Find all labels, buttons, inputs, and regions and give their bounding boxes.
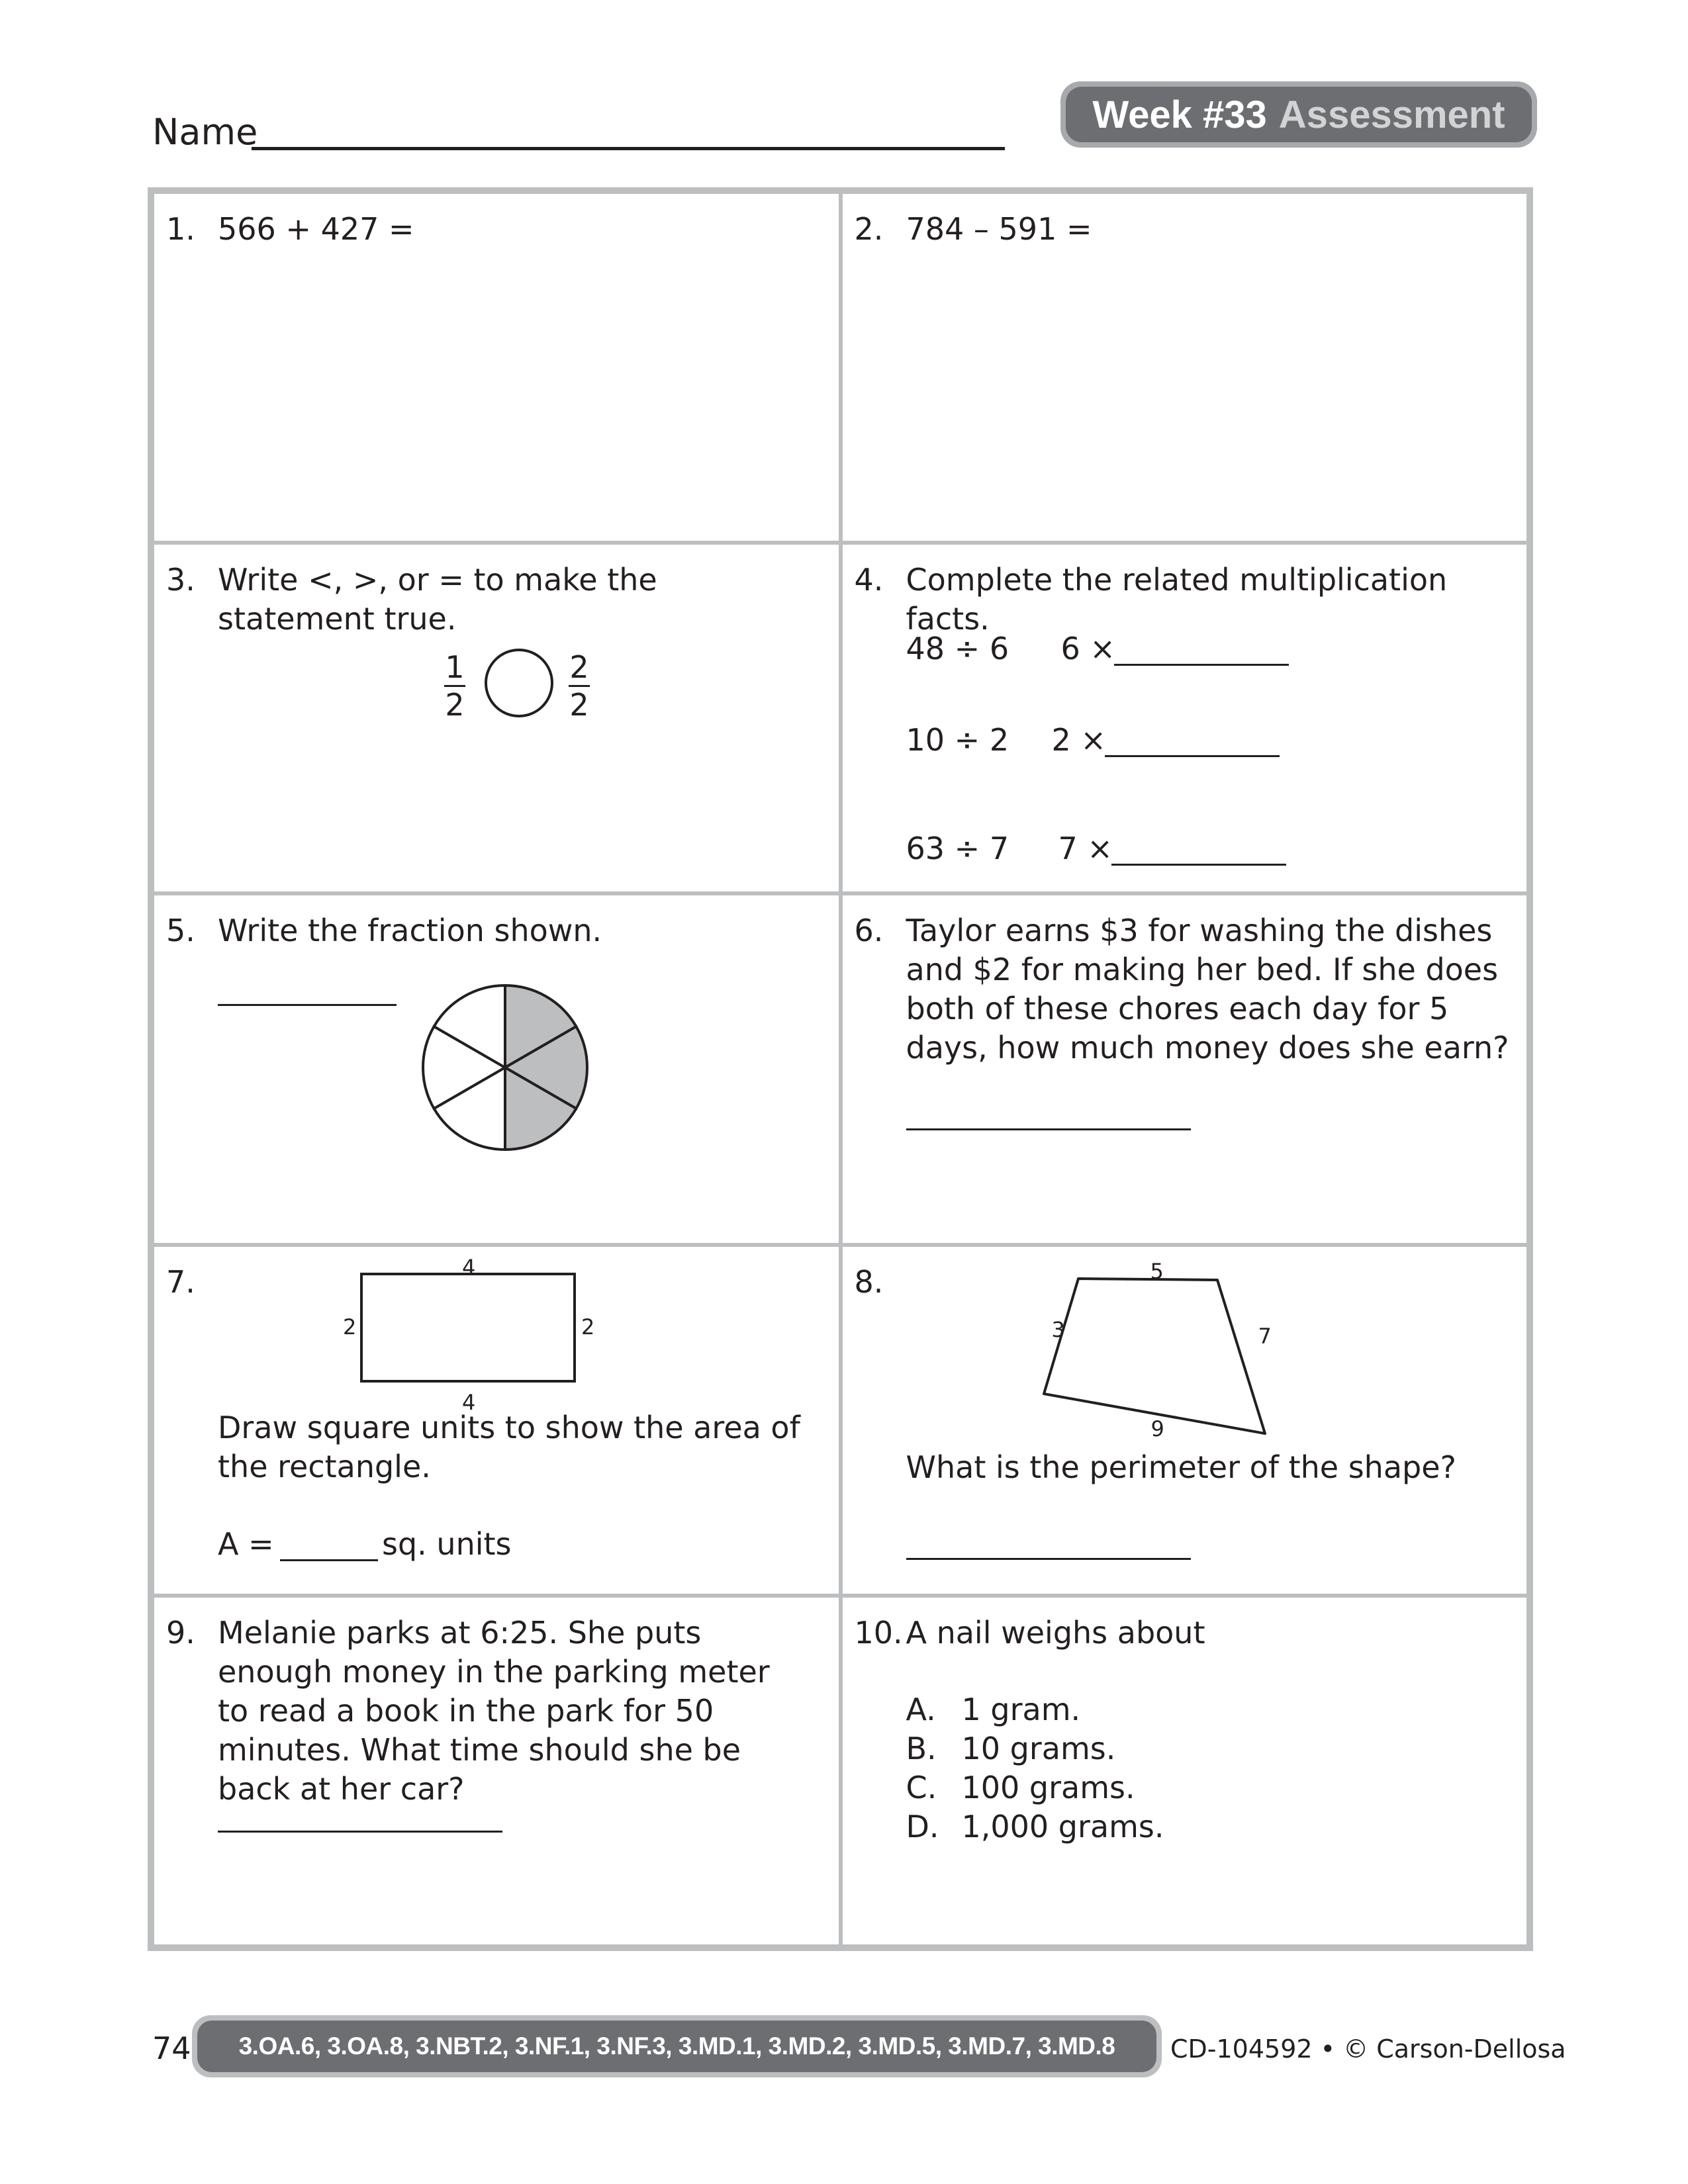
option-text: 1 gram.: [961, 1691, 1081, 1727]
fact-multiplication: 6 ×: [1060, 631, 1115, 667]
question-number: 8.: [854, 1263, 884, 1300]
option-b[interactable]: [906, 1729, 1116, 1768]
publisher-credit: CD-104592 • © Carson-Dellosa: [1170, 2034, 1566, 2064]
week-word: Assessment: [1278, 93, 1505, 136]
area-answer-blank[interactable]: [280, 1525, 378, 1561]
shape-top-label: 5: [1150, 1258, 1164, 1284]
standards-text: 3.OA.6, 3.OA.8, 3.NBT.2, 3.NF.1, 3.NF.3, 3.MD.1, 3.MD.2, 3.MD.5, 3.MD.7, 3.MD.8: [197, 2021, 1156, 2072]
rectangle-shape-icon: [359, 1272, 578, 1385]
question-number: 7.: [166, 1263, 195, 1300]
page-number: 74: [152, 2030, 191, 2066]
rect-bottom-label: 4: [462, 1389, 476, 1415]
name-blank-line[interactable]: [252, 147, 1005, 150]
option-c[interactable]: [906, 1768, 1135, 1807]
question-number: 6.: [854, 913, 884, 949]
right-fraction: [569, 651, 590, 721]
question-number: 2.: [854, 211, 884, 247]
question-8: [841, 1245, 1529, 1596]
question-text: 566 + 427 =: [218, 211, 414, 247]
option-d[interactable]: [906, 1807, 1164, 1846]
option-letter: B.: [906, 1730, 937, 1766]
question-number: 1.: [166, 211, 195, 247]
fact-answer-blank[interactable]: [1114, 629, 1289, 666]
week-badge-inner: [1066, 87, 1532, 142]
question-number: 5.: [166, 913, 195, 949]
option-text: 1,000 grams.: [961, 1808, 1164, 1844]
question-4: [841, 543, 1529, 893]
question-9: [152, 1596, 841, 1946]
question-text: Draw square units to show the area of the rectangle.: [218, 1409, 800, 1484]
question-text: Complete the related multiplication facts.: [906, 562, 1448, 637]
shape-bottom-label: 9: [1150, 1416, 1164, 1441]
right-denominator: 2: [569, 687, 589, 723]
compare-circle-icon[interactable]: [483, 647, 555, 719]
question-grid: [148, 187, 1533, 1951]
question-3: [152, 543, 841, 893]
question-2: [841, 192, 1529, 543]
question-5: [152, 893, 841, 1244]
question-1: [152, 192, 841, 543]
option-a[interactable]: [906, 1690, 1081, 1729]
question-text: What is the perimeter of the shape?: [906, 1449, 1456, 1485]
area-suffix: sq. units: [382, 1525, 512, 1562]
question-7: [152, 1245, 841, 1596]
fraction-answer-blank[interactable]: [218, 970, 397, 1006]
answer-blank[interactable]: [218, 1796, 502, 1833]
week-badge: [1060, 81, 1537, 148]
pie-chart-icon: [419, 981, 591, 1154]
fact-division: 48 ÷ 6: [906, 631, 1009, 667]
left-fraction: [444, 651, 465, 721]
fact-multiplication: 2 ×: [1051, 722, 1106, 758]
question-text: Write <, >, or = to make the statement true.: [218, 562, 657, 637]
right-numerator: 2: [569, 649, 589, 686]
shape-left-label: 3: [1051, 1316, 1065, 1342]
question-6: [841, 893, 1529, 1244]
left-denominator: 2: [445, 687, 465, 723]
question-text: A nail weighs about: [906, 1614, 1205, 1651]
option-letter: D.: [906, 1808, 939, 1844]
shape-right-label: 7: [1258, 1323, 1272, 1349]
question-number: 3.: [166, 562, 195, 598]
question-text: Write the fraction shown.: [218, 913, 602, 949]
name-label: Name: [152, 111, 258, 153]
question-number: 4.: [854, 562, 884, 598]
option-text: 100 grams.: [961, 1769, 1135, 1805]
question-text: 784 – 591 =: [906, 211, 1092, 247]
question-text: Taylor earns $3 for washing the dishes and $2 for making her bed. If she does both of these chores each day for 5 days, how much money does she earn?: [906, 913, 1509, 1066]
option-text: 10 grams.: [961, 1730, 1116, 1766]
question-10: [841, 1596, 1529, 1946]
fact-multiplication: 7 ×: [1058, 831, 1113, 867]
week-number: Week #33: [1092, 93, 1267, 136]
fact-answer-blank[interactable]: [1105, 721, 1280, 757]
rect-top-label: 4: [462, 1254, 476, 1280]
answer-blank[interactable]: [906, 1094, 1191, 1130]
question-text: Melanie parks at 6:25. She puts enough money in the parking meter to read a book in the park for 50 minutes. What time should she be back at her car?: [218, 1614, 770, 1807]
fact-division: 63 ÷ 7: [906, 831, 1009, 867]
question-number: 9.: [166, 1614, 195, 1651]
option-letter: A.: [906, 1691, 936, 1727]
fact-division: 10 ÷ 2: [906, 722, 1009, 758]
standards-badge: [192, 2015, 1162, 2077]
rect-left-label: 2: [343, 1314, 357, 1340]
area-prefix: A =: [218, 1525, 274, 1562]
answer-blank[interactable]: [906, 1524, 1191, 1560]
question-number: 10.: [854, 1614, 903, 1651]
fact-answer-blank[interactable]: [1111, 829, 1286, 866]
option-letter: C.: [906, 1769, 937, 1805]
left-numerator: 1: [445, 649, 465, 686]
rect-right-label: 2: [581, 1314, 595, 1340]
